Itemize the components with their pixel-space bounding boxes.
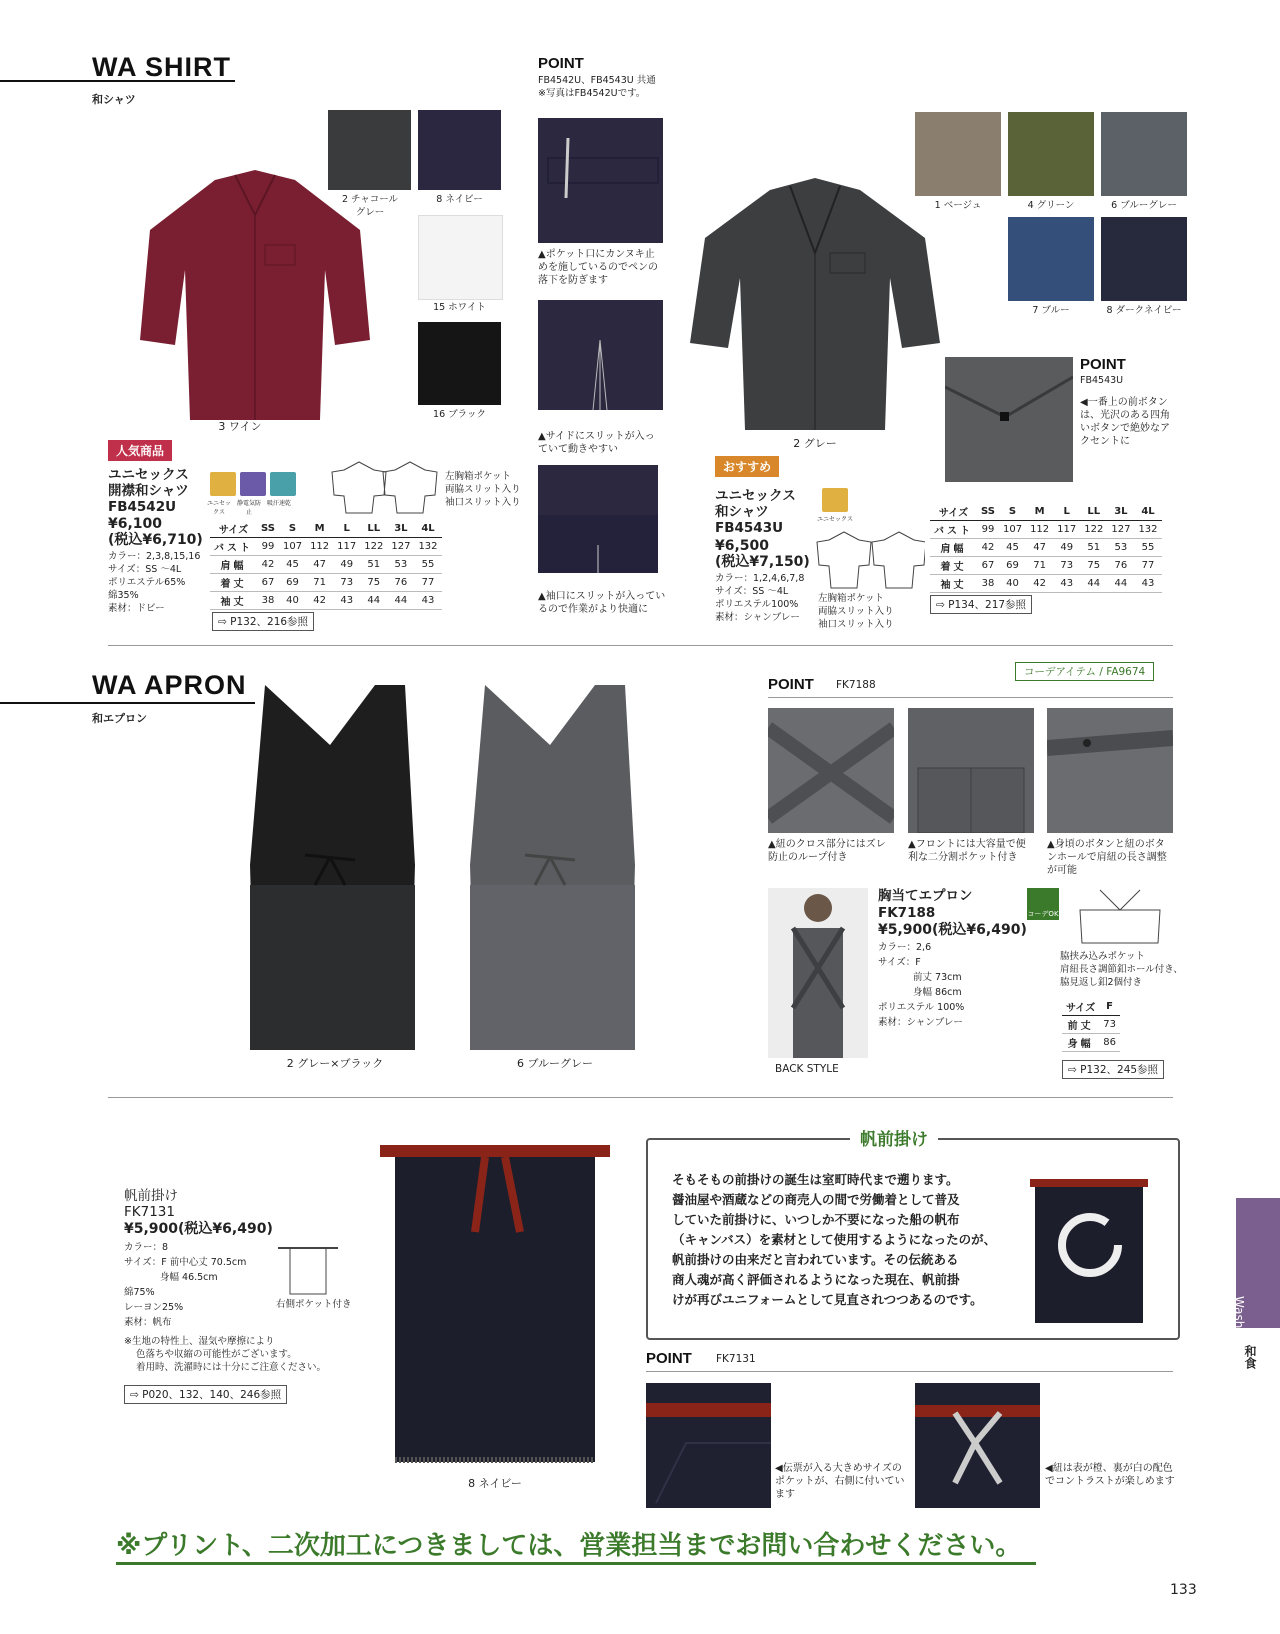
hanmae-point-note-2: ◀紐は表が橙、裏が白の配色でコントラストが楽しめます: [1045, 1463, 1175, 1487]
product-specs: カラー：2,3,8,15,16 サイズ：SS ～4L ポリエステル65% 綿35% 素材：ドビー: [108, 551, 201, 614]
quick-dry-icon: [270, 472, 296, 496]
page-ref-right[interactable]: ⇨ P134、217参照: [930, 595, 1032, 614]
point-rule: [768, 697, 1173, 698]
gray-shirt-caption: 2 グレー: [793, 437, 837, 450]
unisex-icon: [822, 488, 848, 512]
story-text: そもそもの前掛けの誕生は室町時代まで遡ります。 醤油屋や酒蔵などの商売人の間で労働着として普及 していた前掛けに、いつしか不要になった船の帆布 （キャンバス）を素材として使用するようになったのが、 帆前掛けの由来だと言われています。その伝統ある 商人魂が高く評価されるようになった現在、帆前掛 けが再びユニフォームとして見直されつつあるのです。: [672, 1172, 997, 1307]
divider: [108, 1097, 1173, 1098]
story-heading: 帆前掛け: [850, 1125, 938, 1150]
section-subtitle-shirt: 和シャツ: [92, 93, 136, 106]
point-code-hanmae: FK7131: [716, 1353, 756, 1365]
apron-bluegray-photo: [465, 685, 645, 1050]
apron-product-price: ¥5,900(税込¥6,490): [878, 922, 1027, 938]
side-tab[interactable]: [1232, 1198, 1280, 1350]
hanmae-care-note: ※生地の特性上、湿気や摩擦により 色落ちや収縮の可能性がございます。 着用時、洗濯時には十分にご注意ください。: [124, 1336, 327, 1373]
badge-recommended: おすすめ: [715, 456, 779, 477]
point-heading: POINT: [538, 55, 584, 72]
pocket-detail-hanmae-photo: [646, 1383, 771, 1508]
apron-size-table: サイズ F 前丈 73 身幅 86: [1062, 998, 1120, 1052]
hanmae-point-note-1: ◀伝票が入る大きめサイズのポケットが、右側に付いています: [775, 1463, 905, 1500]
swatch-black-label: 16 ブラック: [433, 409, 486, 420]
point-note-right: ◀一番上の前ボタンは、光沢のある四角いボタンで絶妙なアクセントに: [1080, 397, 1170, 447]
product-code: FB4542U: [108, 499, 177, 515]
product-name-line1-right: ユニセックス: [715, 488, 796, 504]
point-note-1: ▲ポケット口にカンヌキ止めを施しているのでペンの落下を防ぎます: [538, 249, 658, 286]
gray-shirt-photo: [690, 178, 940, 433]
swatch-blue: [1008, 217, 1094, 301]
apron-point-note-3: ▲身頃のボタンと紐のボタンホールで肩紐の長さ調整が可能: [1047, 839, 1167, 876]
apron-page-ref[interactable]: ⇨ P132、245参照: [1062, 1060, 1164, 1079]
unisex-icon: [210, 472, 236, 496]
product-price-right: ¥6,500: [715, 538, 770, 554]
product-price-tax-right: (税込¥7,150): [715, 554, 810, 570]
notice-underline: [116, 1562, 1036, 1565]
page-ref-left[interactable]: ⇨ P132、216参照: [212, 612, 314, 631]
swatch-charcoal: [328, 110, 411, 190]
hanmae-caption: 8 ネイビー: [468, 1477, 522, 1490]
apron-point-note-1: ▲紐のクロス部分にはズレ防止のループ付き: [768, 839, 886, 863]
swatch-navy: [418, 110, 501, 190]
section-subtitle-apron: 和エプロン: [92, 712, 147, 725]
product-name-line1: ユニセックス: [108, 467, 189, 483]
point-code-apron: FK7188: [836, 679, 876, 691]
hanmae-pocket-note: 右側ポケット付き: [276, 1299, 352, 1310]
cuff-slit-photo: [538, 465, 658, 573]
point-note-2: ▲サイドにスリットが入っていて動きやすい: [538, 431, 655, 455]
swatch-green-label: 4 グリーン: [1027, 200, 1075, 211]
features-list-right: 左胸箱ポケット 両脇スリット入り 袖口スリット入り: [818, 593, 894, 630]
hanmae-product-code: FK7131: [124, 1204, 175, 1220]
product-price-tax: (税込¥6,710): [108, 532, 203, 548]
point-photo-note: ※写真はFB4542Uです。: [538, 88, 646, 99]
swatch-blue-label: 7 ブルー: [1032, 305, 1070, 316]
swatch-darknavy: [1101, 217, 1187, 301]
hanmae-product-name: 帆前掛け: [124, 1188, 178, 1204]
back-style-photo: [768, 888, 868, 1058]
antistatic-icon: [240, 472, 266, 496]
apron-caption-2: 6 ブルーグレー: [516, 1057, 594, 1070]
point-codes: FB4542U、FB4543U 共通: [538, 75, 656, 86]
section-rule: [0, 702, 255, 704]
pocket-detail-photo: [538, 118, 663, 243]
pocket-photo: [908, 708, 1034, 833]
product-name-line2: 開襟和シャツ: [108, 483, 189, 499]
section-title-apron: WA APRON: [92, 670, 247, 700]
apron-product-specs: カラー：2,6 サイズ：F 前丈 73cm 身幅 86cm ポリエステル 100% 素材：シャンブレー: [878, 942, 965, 1028]
point-heading-hanmae: POINT: [646, 1350, 692, 1367]
product-specs-right: カラー：1,2,4,6,7,8 サイズ：SS ～4L ポリエステル100% 素材：シャンブレー: [715, 573, 805, 623]
hanmae-flat-drawing: [278, 1240, 338, 1299]
unisex-icon-label: ユニセックス: [817, 516, 853, 523]
apron-caption-1: 2 グレー×ブラック: [286, 1057, 384, 1070]
product-name-line2-right: 和シャツ: [715, 504, 769, 520]
print-notice: ※プリント、二次加工につきましては、営業担当までお問い合わせください。: [116, 1531, 1022, 1561]
apron-gray-black-photo: [245, 685, 425, 1050]
wine-shirt-caption: 3 ワイン: [218, 420, 262, 433]
hanmae-product-specs: カラー：8 サイズ：F 前中心丈 70.5cm 身幅 46.5cm 綿75% レーヨン25% 素材：帆布: [124, 1242, 247, 1328]
button-strap-photo: [1047, 708, 1173, 833]
swatch-bluegray-label: 6 ブルーグレー: [1111, 200, 1177, 211]
point-rule: [646, 1371, 1173, 1372]
feature-icons: [210, 472, 296, 496]
section-title-shirt: WA SHIRT: [92, 52, 231, 82]
point-code-right: FB4543U: [1080, 375, 1124, 386]
swatch-darknavy-label: 8 ダークネイビー: [1106, 305, 1182, 316]
badge-popular: 人気商品: [108, 440, 172, 461]
swatch-black: [418, 322, 501, 405]
button-detail-photo: [945, 357, 1073, 482]
side-tab-label: Washoku: [1232, 1296, 1246, 1350]
hanmae-photo: [380, 1142, 610, 1467]
apron-point-note-2: ▲フロントには大容量で便利な二分割ポケット付き: [908, 839, 1026, 863]
size-table-left: サイズ SS S M L LL 3L 4L バスト 99 107 112 117 122 127 132 肩幅 42 45 47 49 51 53 55 着丈 67 69 71 73 75 76 77 袖丈 38 40 42 43 44 44 43: [210, 520, 442, 610]
side-tab-jp: 和食: [1243, 1345, 1257, 1369]
hanmae-product-price: ¥5,900(税込¥6,490): [124, 1221, 273, 1237]
swatch-green: [1008, 112, 1094, 196]
coord-ok-icon: コーデOK: [1027, 888, 1059, 920]
apron-features: 脇挟み込みポケット 肩紐長さ調節釦ホール付き、 脇見返し釦2個付き: [1060, 951, 1183, 988]
coord-item-tag[interactable]: コーデアイテム / FA9674: [1015, 662, 1154, 681]
point-note-3: ▲袖口にスリットが入っているので作業がより快適に: [538, 591, 666, 615]
point-heading-right: POINT: [1080, 356, 1126, 373]
divider: [108, 645, 1173, 646]
features-list: 左胸箱ポケット 両脇スリット入り 袖口スリット入り: [445, 471, 521, 508]
point-heading-apron: POINT: [768, 676, 814, 693]
swatch-navy-label: 8 ネイビー: [436, 194, 483, 205]
hanmae-logo-photo: [1030, 1175, 1148, 1325]
hanmae-page-ref[interactable]: ⇨ P020、132、140、246参照: [124, 1385, 287, 1404]
swatch-bluegray: [1101, 112, 1187, 196]
swatch-beige-label: 1 ベージュ: [934, 200, 982, 211]
page-number: 133: [1170, 1582, 1197, 1598]
shirt-flat-drawing-right: [815, 530, 925, 594]
product-code-right: FB4543U: [715, 520, 784, 536]
swatch-beige: [915, 112, 1001, 196]
apron-flat-drawing: [1070, 885, 1170, 949]
shirt-flat-drawing: [330, 460, 440, 519]
swatch-charcoal-label: 2 チャコール グレー: [341, 194, 399, 218]
apron-product-name: 胸当てエプロン: [878, 888, 973, 904]
apron-product-code: FK7188: [878, 905, 936, 921]
strap-cross-photo: [768, 708, 894, 833]
icon-labels: ユニセックス 静電気防止 吸汗速乾: [206, 500, 291, 516]
size-table-right: サイズ SS S M L LL 3L 4L バスト 99 107 112 117 122 127 132 肩幅 42 45 47 49 51 53 55 着丈 67 69 71 73 75 76 77 袖丈 38 40 42 43 44 44 43: [930, 503, 1162, 593]
product-price: ¥6,100: [108, 516, 163, 532]
side-slit-photo: [538, 300, 663, 410]
swatch-white: [418, 215, 503, 300]
string-detail-photo: [915, 1383, 1040, 1508]
back-style-caption: BACK STYLE: [775, 1063, 839, 1075]
swatch-white-label: 15 ホワイト: [433, 302, 486, 313]
